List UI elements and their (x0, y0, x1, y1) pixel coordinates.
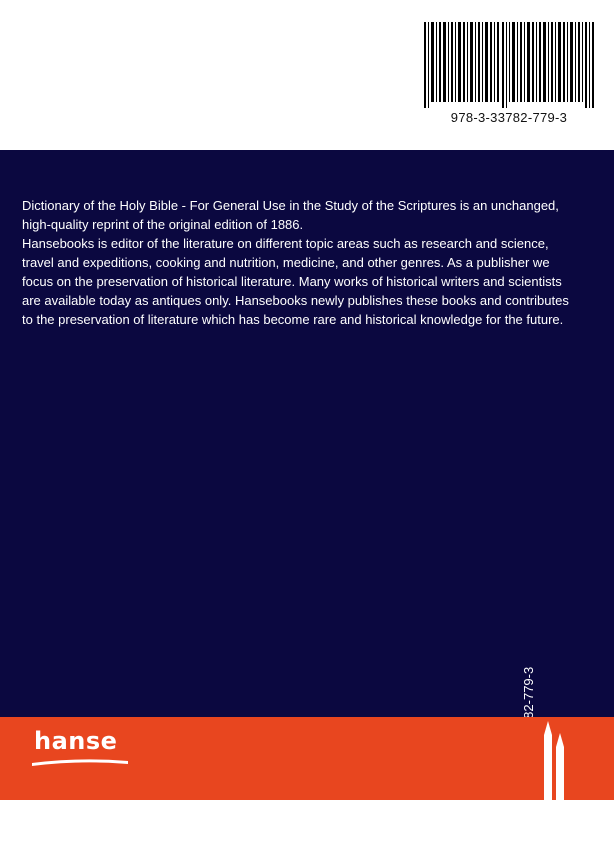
navy-panel (0, 150, 614, 717)
logo-text: hanse (34, 727, 118, 755)
barcode-box (414, 14, 604, 134)
logo-swoosh-icon (30, 757, 130, 767)
description (22, 196, 582, 329)
barcode-digits: 978-3-33782-779-3 (450, 110, 568, 125)
orange-footer-band (0, 717, 614, 800)
hanse-logo-icon (34, 727, 117, 755)
barcode-icon (424, 22, 594, 108)
description-paragraph-2: Hansebooks is editor of the literature on different topic areas such as research and science, travel and expeditions, cooking and nutrition, medicine, and other genres. As a publisher we focus on the preservation of historical literature. Many works of historical writers and scientists are available today as antiques only. Hansebooks newly publishes these books and contributes to the preservation of literature which has become rare and historical knowledge for the future. (22, 236, 569, 327)
top-white-band (0, 0, 614, 150)
description-paragraph-1: Dictionary of the Holy Bible - For General Use in the Study of the Scriptures is an unchanged, high-quality reprint of the original edition of 1886. (22, 198, 559, 232)
publisher-spine-icon (540, 717, 572, 800)
